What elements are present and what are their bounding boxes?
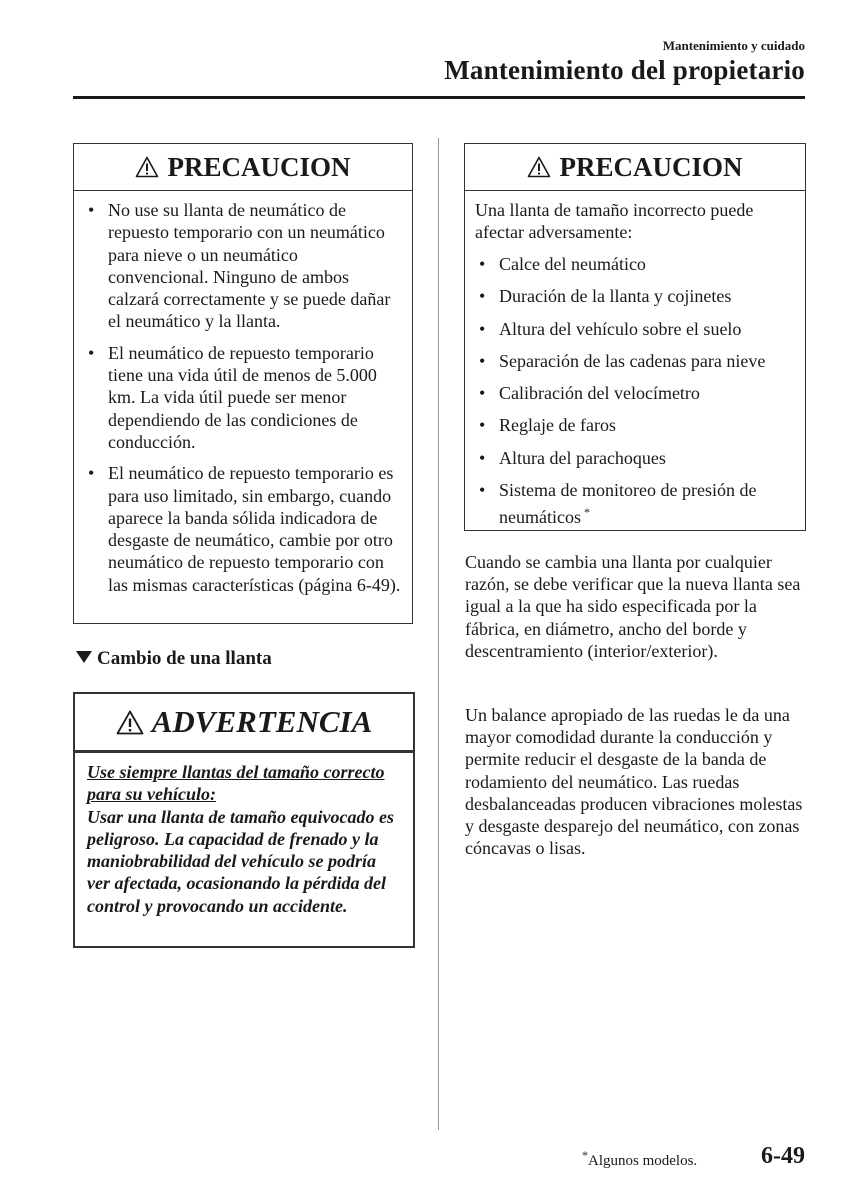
list-item: • Altura del vehículo sobre el suelo <box>477 318 795 340</box>
precaution-list <box>74 191 412 596</box>
list-item: • No use su llanta de neumático de repuesto temporario con un neumático para nieve o un neumático convencional. Ninguno de ambos calzará correctamente y se puede dañar el neumático y la llanta. <box>86 199 402 333</box>
warning-heading: ADVERTENCIA <box>151 704 373 739</box>
footnote-text: Algunos modelos. <box>588 1153 698 1169</box>
footnote-mark: * <box>582 1148 588 1162</box>
list-item: • Calibración del velocímetro <box>477 382 795 404</box>
page-title: Mantenimiento del propietario <box>444 55 805 85</box>
body-paragraph: Un balance apropiado de las ruedas le da una mayor comodidad durante la conducción y permite reducir el desgaste de la banda de rodamiento del neumático. Las ruedas desbalanceadas producen vibraciones molestas y desgaste desparejo del neumático, con zonas cóncavas o lisas. <box>465 705 803 859</box>
warning-triangle-icon <box>527 156 551 178</box>
warning-lead: Use siempre llantas del tamaño correcto para su vehículo: <box>87 762 385 805</box>
header-rule <box>73 96 805 99</box>
warning-text: Usar una llanta de tamaño equivocado es peligroso. La capacidad de frenado y la maniobrabilidad del vehículo se podría ver afectada, ocasionando la pérdida del control y provocando un accidente. <box>87 806 395 916</box>
column-divider <box>438 138 439 1130</box>
list-item: • Altura del parachoques <box>477 447 795 469</box>
warning-triangle-icon <box>135 156 159 178</box>
list-item: • El neumático de repuesto temporario tiene una vida útil de menos de 5.000 km. La vida útil puede ser menor dependiendo de las condiciones de conducción. <box>86 342 402 453</box>
list-item: • Duración de la llanta y cojinetes <box>477 285 795 307</box>
list-item <box>477 479 795 529</box>
list-item: • Reglaje de faros <box>477 414 795 436</box>
triangle-down-icon <box>75 648 93 670</box>
precaution-heading: PRECAUCION <box>559 151 743 182</box>
precaution-intro: Una llanta de tamaño incorrecto puede afectar adversamente: <box>475 200 754 242</box>
body-paragraph: Cuando se cambia una llanta por cualquier razón, se debe verificar que la nueva llanta sea igual a la que ha sido especificada por la fábrica, en diámetro, ancho del borde y descentramiento (interior/exterior). <box>465 552 801 661</box>
footnote <box>579 1148 697 1170</box>
page-number: 6-49 <box>761 1143 805 1169</box>
precaution-box-left <box>73 143 413 624</box>
subsection-heading <box>75 648 272 670</box>
precaution-heading: PRECAUCION <box>167 151 351 182</box>
warning-triangle-icon <box>116 710 144 735</box>
precaution-list <box>465 253 805 529</box>
subsection-title: Cambio de una llanta <box>97 648 272 669</box>
precaution-header <box>74 144 412 191</box>
precaution-header <box>465 144 805 191</box>
warning-body <box>75 753 413 917</box>
list-item: • Separación de las cadenas para nieve <box>477 350 795 372</box>
section-title: Mantenimiento y cuidado <box>662 38 805 53</box>
precaution-box-right <box>464 143 806 531</box>
list-item-text: Sistema de monitoreo de presión de neumáticos <box>499 480 757 528</box>
list-item: • Calce del neumático <box>477 253 795 275</box>
list-item: • El neumático de repuesto temporario es para uso limitado, sin embargo, cuando aparece la banda sólida indicadora de desgaste de neumático, cambie por otro neumático de repuesto temporario con las mismas características (página 6-49). <box>86 462 402 596</box>
warning-header <box>75 694 413 753</box>
footnote-mark: * <box>583 505 590 520</box>
warning-box <box>73 692 415 948</box>
